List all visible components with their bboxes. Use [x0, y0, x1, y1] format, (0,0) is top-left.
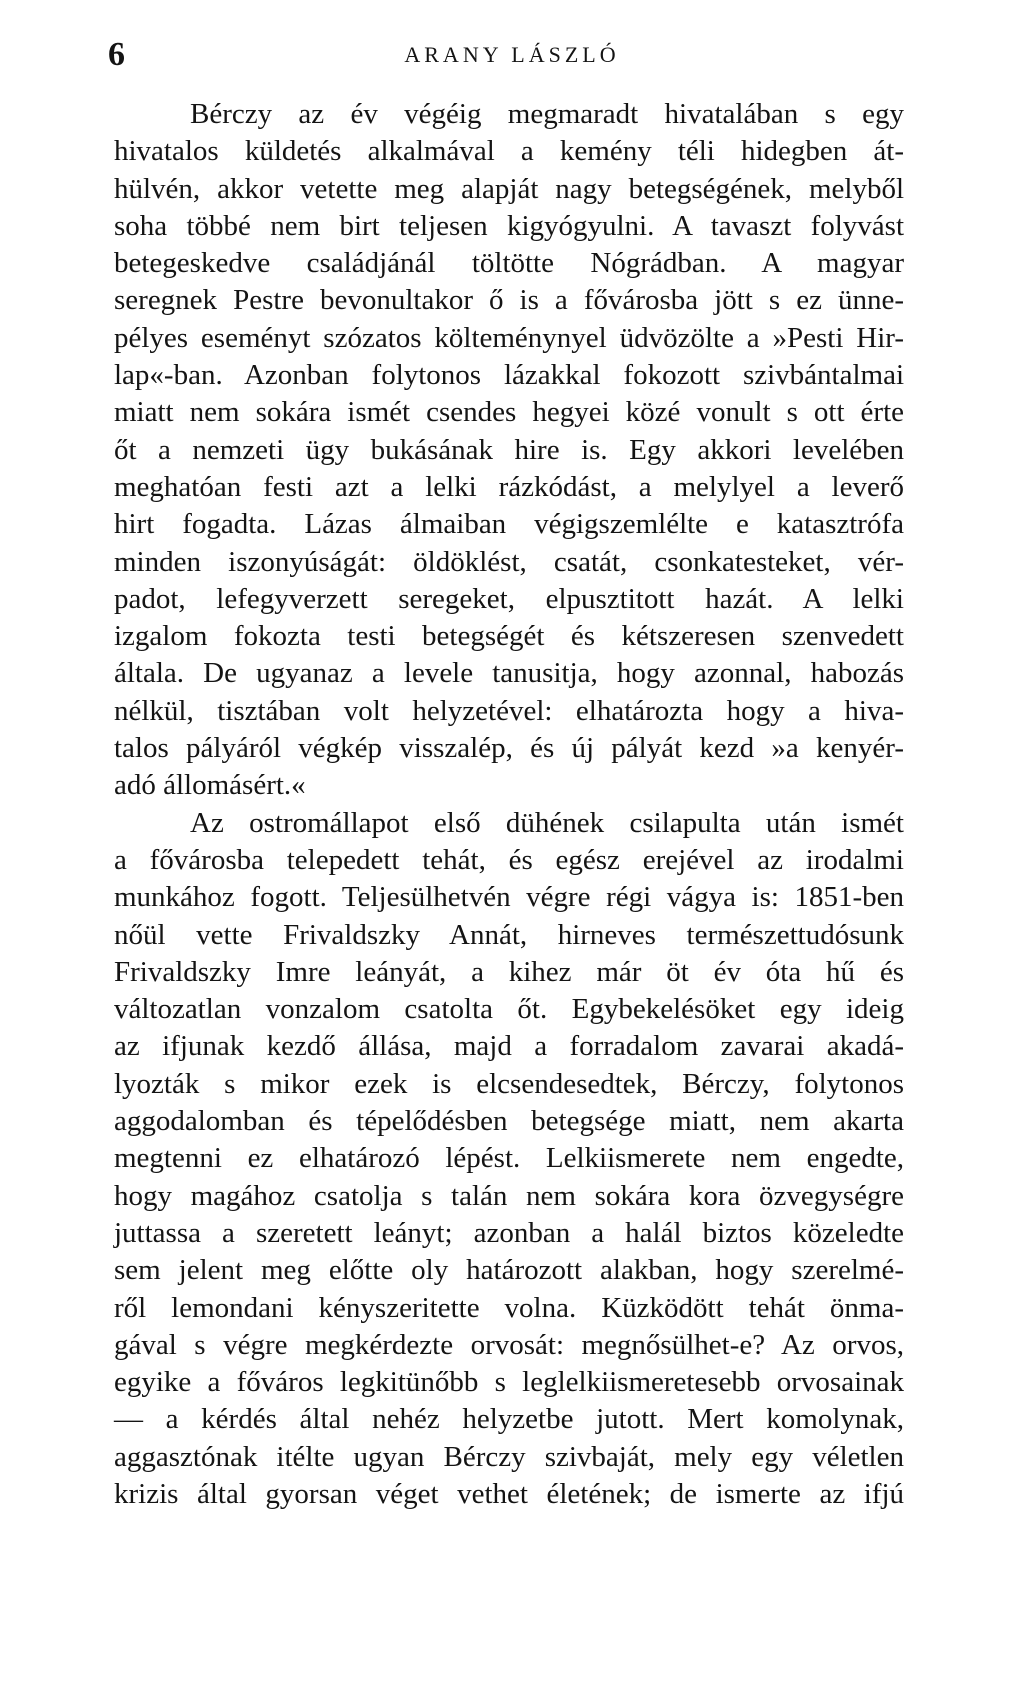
- text-line: munkához fogott. Teljesülhetvén végre régi vágya is: 1851-ben: [114, 881, 904, 914]
- text-line: ről lemondani kényszeritette volna. Küzködött tehát önma-: [114, 1291, 904, 1324]
- text-line: őt a nemzeti ügy bukásának hire is. Egy akkori levelében: [114, 433, 904, 466]
- text-line: — a kérdés által nehéz helyzetbe jutott. Mert komolynak,: [114, 1403, 904, 1436]
- text-line: juttassa a szeretett leányt; azonban a halál biztos közeledte: [114, 1216, 904, 1249]
- text-line: egyike a főváros legkitünőbb s leglelkiismeretesebb orvosainak: [114, 1366, 904, 1399]
- text-line: betegeskedve családjánál töltötte Nógrádban. A magyar: [114, 247, 904, 280]
- text-line: lap«-ban. Azonban folytonos lázakkal fokozott szivbántalmai: [114, 359, 904, 392]
- text-line: változatlan vonzalom csatolta őt. Egybekelésöket egy ideig: [114, 993, 904, 1026]
- text-line: nélkül, tisztában volt helyzetével: elhatározta hogy a hiva-: [114, 694, 904, 727]
- text-line: Frivaldszky Imre leányát, a kihez már öt év óta hű és: [114, 955, 904, 988]
- text-line: aggasztónak itélte ugyan Bérczy szivbaját, mely egy véletlen: [114, 1440, 904, 1473]
- text-line: hivatalos küldetés alkalmával a kemény téli hidegben át-: [114, 135, 904, 168]
- text-line: hogy magához csatolja s talán nem sokára kora özvegységre: [114, 1179, 904, 1212]
- text-line: aggodalomban és tépelődésben betegsége miatt, nem akarta: [114, 1105, 904, 1138]
- text-line: megtenni ez elhatározó lépést. Lelkiismerete nem engedte,: [114, 1142, 904, 1175]
- text-line: soha többé nem birt teljesen kigyógyulni. A tavaszt folyvást: [114, 209, 904, 242]
- text-line: krizis által gyorsan véget vethet életének; de ismerte az ifjú: [114, 1477, 904, 1510]
- text-line: a fővárosba telepedett tehát, és egész erejével az irodalmi: [114, 843, 904, 876]
- text-line: hülvén, akkor vetette meg alapját nagy betegségének, melyből: [114, 172, 904, 205]
- text-line: lyozták s mikor ezek is elcsendesedtek, Bérczy, folytonos: [114, 1067, 904, 1100]
- text-line: általa. De ugyanaz a levele tanusitja, hogy azonnal, habozás: [114, 657, 904, 690]
- text-line: minden iszonyúságát: öldöklést, csatát, csonkatesteket, vér-: [114, 545, 904, 578]
- text-line: Bérczy az év végéig megmaradt hivatalában s egy: [190, 98, 904, 130]
- text-line: padot, lefegyverzett seregeket, elpusztitott hazát. A lelki: [114, 582, 904, 615]
- text-line: miatt nem sokára ismét csendes hegyei közé vonult s ott érte: [114, 396, 904, 429]
- text-line: sem jelent meg előtte oly határozott alakban, hogy szerelmé-: [114, 1254, 904, 1287]
- running-title: ARANY LÁSZLÓ: [404, 42, 620, 67]
- text-line: gával s végre megkérdezte orvosát: megnősülhet-e? Az orvos,: [114, 1328, 904, 1361]
- page-number: 6: [108, 36, 126, 73]
- text-line: izgalom fokozta testi betegségét és kétszeresen szenvedett: [114, 620, 904, 653]
- text-line: seregnek Pestre bevonultakor ő is a fővárosba jött s ez ünne-: [114, 284, 904, 317]
- text-line: adó állomásért.«: [114, 769, 306, 802]
- text-line: az ifjunak kezdő állása, majd a forradalom zavarai akadá-: [114, 1030, 904, 1063]
- text-line: pélyes eseményt szózatos költeménynyel üdvözölte a »Pesti Hir-: [114, 321, 904, 354]
- text-line: hirt fogadta. Lázas álmaiban végigszemlélte e katasztrófa: [114, 508, 904, 541]
- body-text: [114, 96, 904, 1513]
- text-line: meghatóan festi azt a lelki rázkódást, a melylyel a leverő: [114, 470, 904, 503]
- page-header: [0, 36, 1024, 76]
- text-line: nőül vette Frivaldszky Annát, hirneves természettudósunk: [114, 918, 904, 951]
- text-line: talos pályáról végkép visszalép, és új pályát kezd »a kenyér-: [114, 732, 904, 765]
- text-line: Az ostromállapot első dühének csilapulta után ismét: [190, 806, 904, 839]
